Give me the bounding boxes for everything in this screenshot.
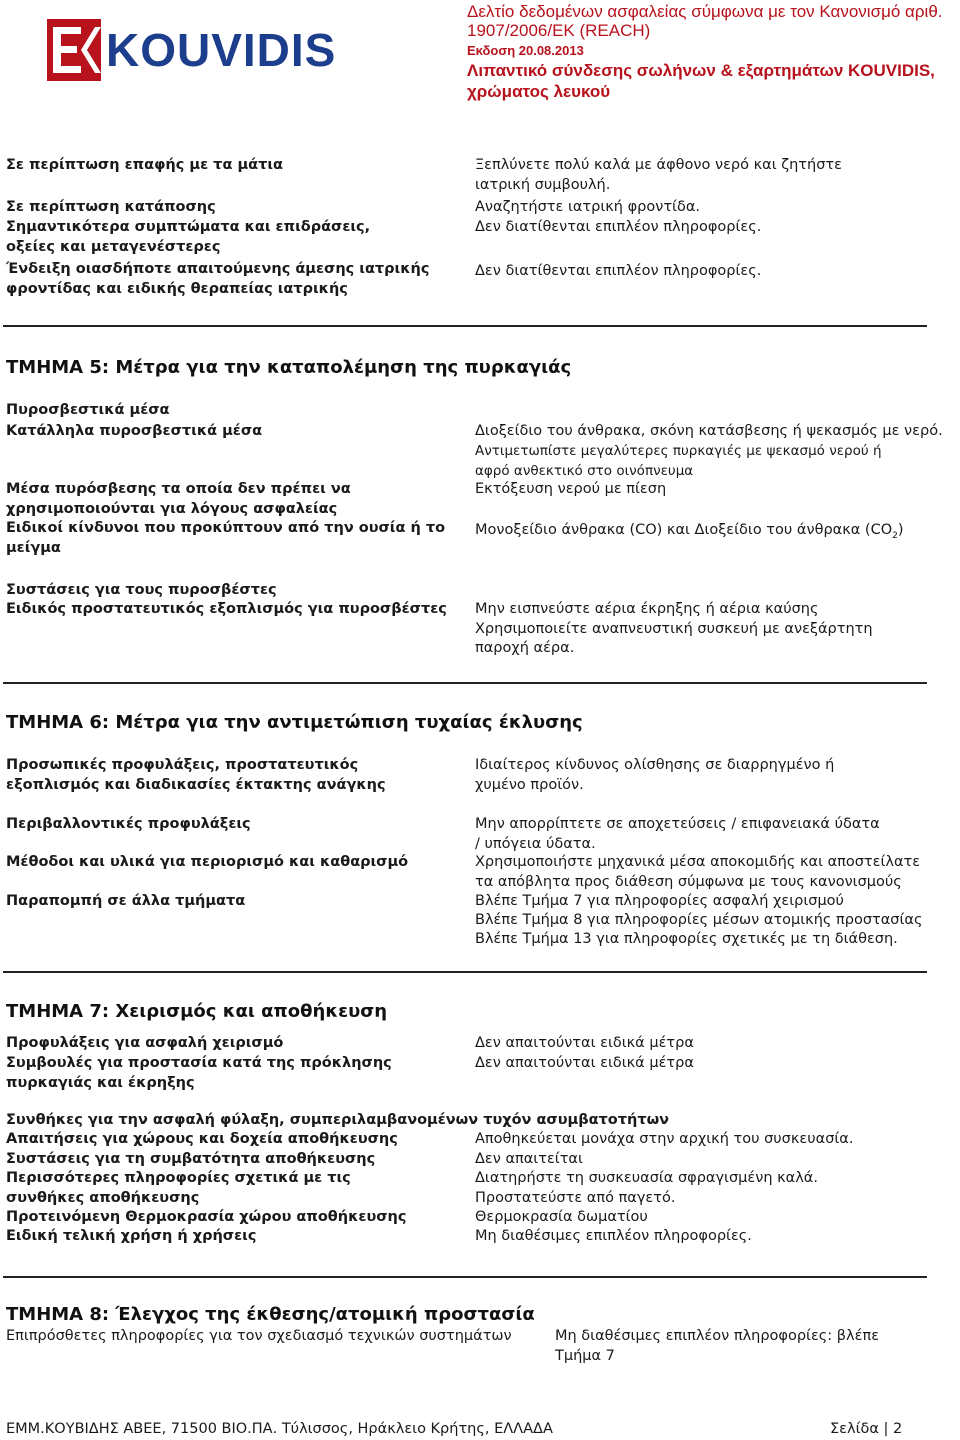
reference-value-1: Βλέπε Τμήμα 7 για πληροφορίες ασφαλή χειρισμού <box>475 893 844 909</box>
fire-media-heading: Πυροσβεστικά μέσα <box>6 402 170 418</box>
fire-protection-value: Δεν απαιτούνται ειδικά μέτρα <box>475 1055 694 1071</box>
unsuitable-media-label: Μέσα πυρόσβεσης τα οποία δεν πρέπει να χρησιμοποιούνται για λόγους ασφαλείας <box>6 481 351 517</box>
reference-value-3: Βλέπε Τμήμα 13 για πληροφορίες σχετικές με τη διάθεση. <box>475 931 898 947</box>
special-hazards-label: Ειδικοί κίνδυνοι που προκύπτουν από την ουσία ή το μείγμα <box>6 520 446 556</box>
storage-requirements-label: Απαιτήσεις για χώρους και δοχεία αποθήκευσης <box>6 1131 398 1147</box>
personal-precautions-label: Προσωπικές προφυλάξεις, προστατευτικός εξοπλισμός και διαδικασίες έκτακτης ανάγκης <box>6 757 386 793</box>
symptoms-value: Δεν διατίθενται επιπλέον πληροφορίες. <box>475 219 762 235</box>
page-number: Σελίδα | 2 <box>830 1421 903 1437</box>
special-hazards-value: Μονοξείδιο άνθρακα (CO) και Διοξείδιο του άνθρακα $(CO_2)$ <box>475 522 904 541</box>
firefighter-equipment-value: Μην εισπνεύστε αέρια έκρηξης ή αέρια καύσης Χρησιμοποιείτε αναπνευστική συσκευή με ανεξάρτητη παροχή αέρα. <box>475 601 873 656</box>
end-use-label: Ειδική τελική χρήση ή χρήσεις <box>6 1228 257 1244</box>
end-use-value: Μη διαθέσιμες επιπλέον πληροφορίες. <box>475 1228 752 1244</box>
fire-protection-label: Συμβουλές για προστασία κατά της πρόκλησης πυρκαγιάς και έκρηξης <box>6 1055 392 1091</box>
personal-precautions-value: Ιδιαίτερος κίνδυνος ολίσθησης σε διαρρηγμένο ή χυμένο προϊόν. <box>475 757 835 793</box>
unsuitable-media-value: Εκτόξευση νερού με πίεση <box>475 481 667 497</box>
environmental-precautions-value: Μην απορρίπτετε σε αποχετεύσεις / επιφανειακά ύδατα / υπόγεια ύδατα. <box>475 816 880 852</box>
product-name-line-2: χρώματος λευκού <box>467 82 611 101</box>
reference-value-2: Βλέπε Τμήμα 8 για πληροφορίες μέσων ατομικής προστασίας <box>475 912 923 928</box>
product-name-line-1: Λιπαντικό σύνδεσης σωλήνων & εξαρτημάτων KOUVIDIS, <box>467 61 935 80</box>
logo-mark <box>47 19 101 81</box>
technical-design-value: Μη διαθέσιμες επιπλέον πληροφορίες: βλέπε Τμήμα 7 <box>555 1328 880 1364</box>
section-divider <box>3 325 927 327</box>
symptoms-label: Σημαντικότερα συμπτώματα και επιδράσεις, οξείες και μεταγενέστερες <box>6 219 371 255</box>
containment-methods-value: Χρησιμοποιήστε μηχανικά μέσα αποκομιδής και αποστείλατε τα απόβλητα προς διάθεση σύμφωνα με τους κανονισμούς <box>475 854 921 890</box>
doc-title-line-1: Δελτίο δεδομένων ασφαλείας σύμφωνα με τον Κανονισμό αριθ. <box>467 2 943 21</box>
storage-temperature-label: Προτεινόμενη Θερμοκρασία χώρου αποθήκευσης <box>6 1209 407 1225</box>
suitable-media-value-2: Αντιμετωπίστε μεγαλύτερες πυρκαγιές με ψεκασμό νερού ή αφρό ανθεκτικό στο οινόπνευμα <box>475 443 882 479</box>
storage-compatibility-value: Δεν απαιτείται <box>475 1151 583 1167</box>
section-divider <box>3 971 927 973</box>
treatment-label: Ένδειξη οιασδήποτε απαιτούμενης άμεσης ιατρικής φροντίδας και ειδικής θεραπείας ιατρικής <box>6 261 430 297</box>
section-7-title: ΤΜΗΜΑ 7: Χειρισμός και αποθήκευση <box>6 1001 388 1022</box>
section-divider <box>3 682 927 684</box>
ingestion-value: Αναζητήστε ιατρική φροντίδα. <box>475 199 701 215</box>
eye-contact-value: Ξεπλύνετε πολύ καλά με άφθονο νερό και ζητήστε ιατρική συμβουλή. <box>475 157 842 193</box>
technical-design-label: Επιπρόσθετες πληροφορίες για τον σχεδιασμό τεχνικών συστημάτων <box>6 1328 512 1344</box>
firefighter-advice-heading: Συστάσεις για τους πυροσβέστες <box>6 582 277 598</box>
storage-more-info-value: Διατηρήστε τη συσκευασία σφραγισμένη καλά. Προστατεύστε από παγετό. <box>475 1170 818 1206</box>
eye-contact-label: Σε περίπτωση επαφής με τα μάτια <box>6 157 283 173</box>
containment-methods-label: Μέθοδοι και υλικά για περιορισμό και καθαρισμό <box>6 854 409 870</box>
kouvidis-logo-icon <box>47 19 101 81</box>
storage-more-info-label: Περισσότερες πληροφορίες σχετικά με τις συνθήκες αποθήκευσης <box>6 1170 351 1206</box>
suitable-media-label: Κατάλληλα πυροσβεστικά μέσα <box>6 423 263 439</box>
reference-label: Παραπομπή σε άλλα τμήματα <box>6 893 246 909</box>
suitable-media-value-1: Διοξείδιο του άνθρακα, σκόνη κατάσβεσης ή ψεκασμός με νερό. <box>475 423 943 439</box>
storage-compatibility-label: Συστάσεις για τη συμβατότητα αποθήκευσης <box>6 1151 376 1167</box>
edition: Εκδοση 20.08.2013 <box>467 43 584 58</box>
storage-conditions-heading: Συνθήκες για την ασφαλή φύλαξη, συμπεριλαμβανομένων τυχόν ασυμβατοτήτων <box>6 1112 670 1128</box>
section-5-title: ΤΜΗΜΑ 5: Μέτρα για την καταπολέμηση της πυρκαγιάς <box>6 357 572 378</box>
storage-temperature-value: Θερμοκρασία δωματίου <box>475 1209 648 1225</box>
firefighter-equipment-label: Ειδικός προστατευτικός εξοπλισμός για πυροσβέστες <box>6 601 447 617</box>
section-6-title: ΤΜΗΜΑ 6: Μέτρα για την αντιμετώπιση τυχαίας έκλυσης <box>6 712 583 733</box>
safe-handling-label: Προφυλάξεις για ασφαλή χειρισμό <box>6 1035 284 1051</box>
footer-company: ΕΜΜ.ΚΟΥΒΙΔΗΣ ΑΒΕΕ, 71500 ΒΙΟ.ΠΑ. Τύλισσος, Ηράκλειο Κρήτης, ΕΛΛΑΔΑ <box>6 1421 553 1437</box>
treatment-value: Δεν διατίθενται επιπλέον πληροφορίες. <box>475 263 762 279</box>
safe-handling-value: Δεν απαιτούνται ειδικά μέτρα <box>475 1035 694 1051</box>
storage-requirements-value: Αποθηκεύεται μονάχα στην αρχική του συσκευασία. <box>475 1131 854 1147</box>
logo-text: KOUVIDIS <box>106 24 337 76</box>
section-divider <box>3 1276 927 1278</box>
doc-title-line-2: 1907/2006/ΕΚ (REACH) <box>467 21 651 40</box>
environmental-precautions-label: Περιβαλλοντικές προφυλάξεις <box>6 816 251 832</box>
ingestion-label: Σε περίπτωση κατάποσης <box>6 199 216 215</box>
section-8-title: ΤΜΗΜΑ 8: Έλεγχος της έκθεσης/ατομική προστασία <box>6 1304 535 1325</box>
